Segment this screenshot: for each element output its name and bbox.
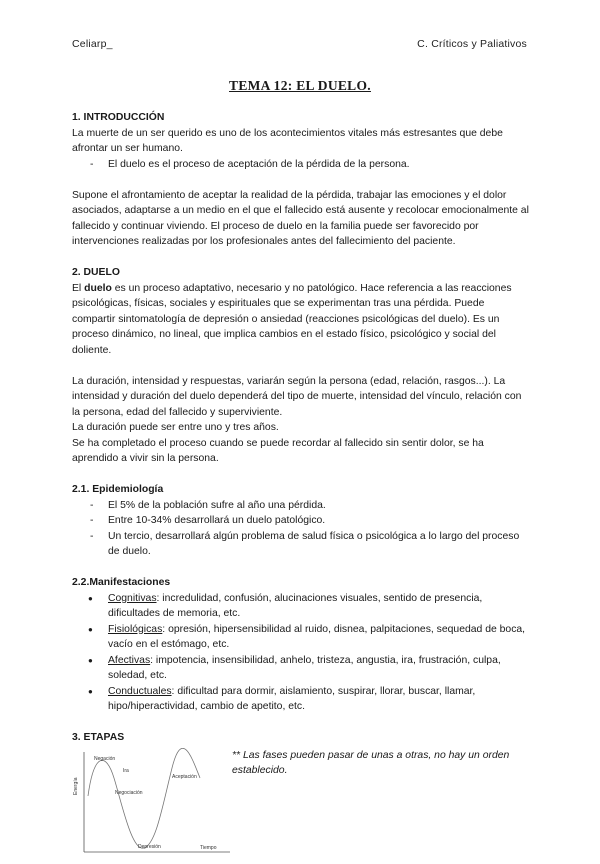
section-heading-duelo: 2. DUELO [72, 267, 120, 278]
list-item [72, 684, 530, 715]
section-heading-manifestaciones: 2.2.Manifestaciones [72, 577, 171, 588]
list-item: - Entre 10-34% desarrollará un duelo patológico. [72, 513, 530, 529]
duelo-paragraph-2: La duración, intensidad y respuestas, variarán según la persona (edad, relación, rasgos...). La intensidad y duración del duelo dependerá del tipo de muerte, intensidad del vínculo, relación con la persona, edad del fallecido y superviviente. [72, 375, 522, 418]
etapas-note: ** Las fases pueden pasar de unas a otras, no hay un orden establecido. [232, 749, 510, 776]
graph-label-negacion: Negación [94, 755, 116, 762]
list-item: - El 5% de la población sufre al año una pérdida. [72, 498, 530, 514]
document-title: TEMA 12: EL DUELO. [229, 78, 371, 93]
graph-y-label: Energía [73, 776, 79, 795]
intro-paragraph-1: La muerte de un ser querido es uno de los acontecimientos vitales más estresantes que debe afrontar un ser humano. [72, 127, 503, 154]
manifestation-text: : opresión, hipersensibilidad al ruido, disnea, palpitaciones, sequedad de boca, vacío en el estómago, etc. [108, 623, 526, 650]
manifestation-text: : impotencia, insensibilidad, anhelo, tristeza, angustia, ira, frustración, culpa, soledad, etc. [108, 654, 501, 681]
epidemiologia-list [72, 498, 530, 560]
section-heading-introduccion: 1. INTRODUCCIÓN [72, 112, 165, 123]
header-subject: C. Críticos y Paliativos [417, 38, 527, 50]
manifestation-label: Fisiológicas [108, 623, 163, 635]
bold-term: duelo [84, 282, 112, 294]
duelo-paragraph-4: Se ha completado el proceso cuando se puede recordar al fallecido sin sentir dolor, se ha aprendido a vivir sin la persona. [72, 437, 484, 464]
duelo-paragraph-3: La duración puede ser entre uno y tres años. [72, 422, 279, 433]
manifestation-label: Conductuales [108, 685, 172, 697]
intro-list [72, 157, 530, 173]
manifestation-text: : dificultad para dormir, aislamiento, suspirar, llorar, buscar, llamar, hipo/hiperactividad, cambio de apetito, etc. [108, 685, 476, 712]
graph-label-ira: Ira [123, 767, 129, 774]
graph-curve [88, 748, 200, 848]
etapas-row [72, 746, 530, 864]
section-heading-etapas: 3. ETAPAS [72, 732, 125, 743]
list-item [72, 653, 530, 684]
text-span: es un proceso adaptativo, necesario y no patológico. Hace referencia a las reacciones psicológicas, físicas, sociales y espirituales que se experimentan tras una pérdida. Puede compartir sintomatología de depresión o ansiedad (reacciones psicológicas del duelo). Es un proceso dinámico, no lineal, que implica cambios en el estado físico, psicológico y social del doliente. [72, 282, 512, 356]
document-body [72, 110, 530, 864]
section-heading-epidemiologia: 2.1. Epidemiología [72, 484, 164, 495]
manifestaciones-list [72, 591, 530, 715]
text-span: El [72, 282, 85, 294]
header-author: Celiarp_ [72, 38, 113, 50]
stages-graph [72, 748, 232, 858]
list-item [72, 591, 530, 622]
graph-label-negociacion: Negociación [115, 789, 143, 796]
list-item: - Un tercio, desarrollará algún problema de salud física o psicológica a lo largo del proceso de duelo. [72, 529, 530, 560]
graph-x-label: Tiempo [200, 844, 217, 851]
duelo-paragraph-1 [72, 281, 530, 359]
list-item [72, 622, 530, 653]
manifestation-label: Cognitivas [108, 592, 157, 604]
manifestation-label: Afectivas [108, 654, 151, 666]
intro-paragraph-2: Supone el afrontamiento de aceptar la realidad de la pérdida, trabajar las emociones y el dolor asociados, adaptarse a un medio en el que el fallecido está ausente y recolocar emocionalmente al fallecido y continuar viviendo. El proceso de duelo en la familia puede ser favorecido por intervenciones realizadas por los profesionales antes del fallecimiento del paciente. [72, 189, 529, 247]
list-item: - El duelo es el proceso de aceptación de la pérdida de la persona. [72, 157, 530, 173]
graph-label-depresion: Depresión [138, 843, 161, 850]
graph-label-aceptacion: Aceptación [172, 773, 197, 780]
manifestation-text: : incredulidad, confusión, alucinaciones visuales, sentido de presencia, dificultades de memoria, etc. [108, 592, 483, 619]
